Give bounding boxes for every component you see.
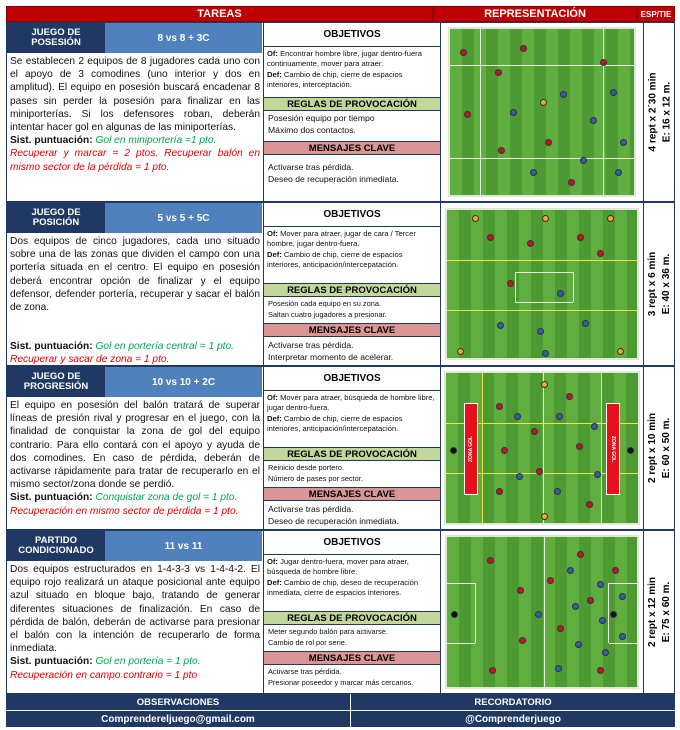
- red-player: [600, 59, 607, 66]
- blue-player: [557, 290, 564, 297]
- blue-player: [590, 117, 597, 124]
- scoring-green: Gol en portería = 1 pto.: [95, 656, 201, 668]
- red-player: [577, 234, 584, 241]
- observaciones-header: OBSERVACIONES: [6, 694, 350, 710]
- red-player: [547, 577, 554, 584]
- blue-player: [615, 169, 622, 176]
- blue-player: [610, 89, 617, 96]
- blue-player: [602, 649, 609, 656]
- rules-title: REGLAS DE PROVOCACIÓN: [264, 283, 440, 297]
- blue-player: [572, 603, 579, 610]
- goal-zone-right: [606, 403, 620, 495]
- scoring-label: Sist. puntuación:: [10, 656, 93, 668]
- scoring-label: Sist. puntuación:: [10, 492, 93, 504]
- red-player: [531, 428, 538, 435]
- joker-player: [541, 381, 548, 388]
- message-item: Activarse tras pérdida.: [268, 340, 354, 350]
- joker-player: [617, 348, 624, 355]
- message-item: Deseo de recuperación inmediata.: [268, 174, 399, 184]
- repetitions: 2 rept x 12 min: [647, 576, 658, 648]
- task-format: 10 vs 10 + 2C: [105, 367, 262, 397]
- scoring-red: Recuperar y sacar de zona = 1 pto.: [10, 354, 170, 366]
- blue-player: [580, 157, 587, 164]
- of-label: Of:: [267, 49, 278, 58]
- red-player: [496, 403, 503, 410]
- blue-player: [537, 328, 544, 335]
- task-name: JUEGO DE POSESIÓN: [7, 23, 105, 53]
- key-messages-title: MENSAJES CLAVE: [264, 487, 440, 501]
- goal-zone-left: [464, 403, 478, 495]
- blue-player: [554, 488, 561, 495]
- message-item: Activarse tras pérdida.: [268, 504, 354, 514]
- red-player: [487, 557, 494, 564]
- red-player: [489, 667, 496, 674]
- red-player: [527, 240, 534, 247]
- blue-player: [555, 665, 562, 672]
- key-messages-title: MENSAJES CLAVE: [264, 651, 440, 665]
- space: E: 75 x 60 m.: [661, 581, 672, 643]
- pitch-field: [444, 371, 640, 525]
- scoring-label: Sist. puntuación:: [10, 135, 93, 147]
- description-text: Dos equipos de cinco jugadores, cada uno situado sobre una de las zonas que dividen el campo con una portería situada en el centro. El equipo en posesión deberá encontrar opción de finalizar y el equipo defensor, defender portería, recuperar y sacar el balón de zona.: [10, 236, 260, 314]
- def-label: Def:: [267, 249, 282, 259]
- rules-list: [264, 297, 440, 323]
- message-item: Presionar poseedor y marcar más cercanos.: [268, 677, 414, 687]
- objectives-text: [264, 227, 440, 283]
- blue-player: [514, 413, 521, 420]
- red-player: [487, 234, 494, 241]
- red-player: [587, 597, 594, 604]
- of-text: Mover para atraer, jugar de cara / Tercer hombre, jugar dentro-fuera.: [267, 229, 416, 249]
- blue-player: [597, 581, 604, 588]
- task-description: [10, 235, 260, 367]
- rule-item: Número de pases por sector.: [268, 473, 363, 483]
- red-player: [597, 667, 604, 674]
- recordatorio-header: RECORDATORIO: [350, 694, 675, 710]
- key-messages-title: MENSAJES CLAVE: [264, 141, 440, 155]
- joker-player: [540, 99, 547, 106]
- blue-player: [497, 322, 504, 329]
- representacion-header: REPRESENTACIÓN: [433, 6, 637, 22]
- blue-player: [567, 567, 574, 574]
- red-player: [577, 551, 584, 558]
- task-row-1: [6, 22, 675, 202]
- blue-player: [530, 169, 537, 176]
- contact-email[interactable]: Comprendereljuego@gmail.com: [6, 710, 350, 727]
- objectives-panel: [263, 203, 440, 365]
- key-messages-list: [264, 501, 440, 528]
- scoring-red: Recuperación en mismo sector de pérdida = 1 pto.: [10, 505, 239, 517]
- scoring-green: Conquistar zona de gol = 1 pto.: [95, 492, 238, 504]
- task-format: 5 vs 5 + 5C: [105, 203, 262, 233]
- joker-player: [607, 215, 614, 222]
- task-name: JUEGO DE PROGRESIÓN: [7, 367, 105, 397]
- task-format: 11 vs 11: [105, 531, 262, 561]
- red-player: [536, 468, 543, 475]
- blue-player: [556, 413, 563, 420]
- red-player: [501, 447, 508, 454]
- objectives-text: [264, 391, 440, 447]
- scoring-red: Recuperación en campo contrario = 1 pto: [10, 669, 198, 681]
- task-row-3: [6, 366, 675, 530]
- space-time: [644, 23, 676, 201]
- task-row-2: [6, 202, 675, 366]
- red-player: [496, 488, 503, 495]
- repetitions: 2 rept x 10 min: [647, 412, 658, 484]
- objectives-title: OBJETIVOS: [264, 203, 440, 227]
- red-player: [519, 637, 526, 644]
- social-handle[interactable]: @Comprenderjuego: [350, 710, 675, 727]
- message-item: Deseo de recuperación inmediata.: [268, 516, 399, 526]
- space-time-text: [646, 73, 674, 152]
- goal-zone-label: ZONA GOL: [610, 435, 617, 463]
- red-player: [498, 147, 505, 154]
- rule-item: Cambio de rol por serie.: [268, 637, 347, 647]
- blue-player: [575, 641, 582, 648]
- objectives-title: OBJETIVOS: [264, 531, 440, 555]
- red-player: [597, 250, 604, 257]
- space-time-text: [646, 577, 674, 647]
- key-messages-title: MENSAJES CLAVE: [264, 323, 440, 337]
- pitch-diagram: [440, 23, 644, 201]
- def-label: Def:: [267, 413, 282, 423]
- task-description: [10, 399, 260, 518]
- esp-tie-header: ESP/TIE: [637, 6, 675, 22]
- blue-player: [619, 593, 626, 600]
- blue-player: [594, 471, 601, 478]
- red-player: [557, 625, 564, 632]
- red-player: [612, 567, 619, 574]
- rules-list: [264, 625, 440, 651]
- rule-item: Posesión cada equipo en su zona.: [268, 299, 381, 308]
- scoring-red: Recuperar y marcar = 2 ptos. Recuperar balón en mismo sector de la pérdida = 1 pto.: [10, 148, 260, 173]
- rule-item: Máximo dos contactos.: [268, 125, 356, 135]
- blue-player: [619, 633, 626, 640]
- rules-list: [264, 111, 440, 141]
- blue-player: [582, 320, 589, 327]
- space: E: 60 x 50 m.: [661, 417, 672, 479]
- def-text: Cambio de chip, cierre de espacios interiores, anticipación/intercepatación.: [267, 249, 403, 269]
- task-row-4: [6, 530, 675, 694]
- description-text: Se establecen 2 equipos de 8 jugadores cada uno con el apoyo de 3 comodines (uno interior y dos en amplitud). El equipo en posesión buscará encadenar 8 pases sin perder la posesión para finalizar en las miniporterías. Si los defensores roban, deberán intentar hacer gol en algunas de las miniporterías.: [10, 56, 260, 134]
- space: E: 16 x 12 m.: [661, 81, 673, 143]
- red-player: [460, 49, 467, 56]
- joker-player: [457, 348, 464, 355]
- red-player: [566, 393, 573, 400]
- red-player: [507, 280, 514, 287]
- objectives-title: OBJETIVOS: [264, 23, 440, 47]
- rules-list: [264, 461, 440, 487]
- rule-item: Saltan cuatro jugadores a presionar.: [268, 309, 387, 319]
- key-messages-list: [264, 337, 440, 364]
- red-player: [464, 111, 471, 118]
- goalkeeper: [450, 447, 457, 454]
- of-text: Mover para atraer, búsqueda de hombre libre, jugar dentro-fuera.: [267, 393, 435, 413]
- repetitions: 4 rept x 2´30 min: [647, 72, 659, 152]
- scoring-label: Sist. puntuación:: [10, 341, 93, 353]
- message-item: Activarse tras pérdida.: [268, 162, 354, 172]
- space-time: [644, 531, 676, 693]
- space-time: [644, 203, 676, 365]
- key-messages-list: [264, 155, 440, 186]
- key-messages-list: [264, 665, 440, 689]
- red-player: [568, 179, 575, 186]
- def-text: Cambio de chip, deseo de recuperación inmediata, cierre de espacios interiores.: [267, 577, 419, 597]
- task-format: 8 vs 8 + 3C: [105, 23, 262, 53]
- blue-player: [620, 139, 627, 146]
- red-player: [586, 501, 593, 508]
- rule-item: Reinicio desde portero.: [268, 463, 345, 472]
- pitch-diagram: [440, 531, 644, 693]
- task-name: JUEGO DE POSICIÓN: [7, 203, 105, 233]
- goalkeeper: [451, 611, 458, 618]
- pitch-diagram: [440, 203, 644, 365]
- repetitions: 3 rept x 6 min: [647, 251, 658, 317]
- blue-player: [542, 350, 549, 357]
- red-player: [545, 139, 552, 146]
- task-description: [10, 55, 260, 174]
- of-label: Of:: [267, 229, 278, 238]
- blue-player: [535, 611, 542, 618]
- pitch-diagram: [440, 367, 644, 529]
- tareas-header: TAREAS: [6, 6, 433, 22]
- goalkeeper: [610, 611, 617, 618]
- blue-player: [516, 473, 523, 480]
- scoring-green: Gol en miniportería =1 pto.: [95, 135, 217, 147]
- objectives-panel: [263, 23, 440, 201]
- joker-player: [541, 513, 548, 520]
- blue-player: [510, 109, 517, 116]
- rule-item: Meter segundo balón para activarse.: [268, 627, 388, 636]
- rules-title: REGLAS DE PROVOCACIÓN: [264, 611, 440, 625]
- blue-player: [599, 617, 606, 624]
- of-label: Of:: [267, 557, 278, 566]
- of-text: Jugar dentro-fuera, mover para atraer, búsqueda de hombre libre.: [267, 557, 409, 577]
- pitch-field: [445, 208, 639, 360]
- scoring-green: Gol en portería central = 1 pto.: [95, 341, 234, 353]
- pitch-field: [448, 27, 636, 197]
- task-description: [10, 563, 260, 682]
- red-player: [520, 45, 527, 52]
- of-label: Of:: [267, 393, 278, 402]
- def-text: Cambio de chip, cierre de espacios interiores, interceptación.: [267, 69, 403, 89]
- pitch-field: [445, 535, 639, 689]
- objectives-text: [264, 555, 440, 611]
- space-time-text: [646, 413, 674, 483]
- objectives-title: OBJETIVOS: [264, 367, 440, 391]
- objectives-panel: [263, 367, 440, 529]
- of-text: Encontrar hombre libre, jugar dentro-fuera continuamente, mover para atraer.: [267, 49, 422, 69]
- rule-item: Posesión equipo por tiempo: [268, 113, 375, 123]
- space-time-text: [646, 252, 674, 316]
- red-player: [576, 443, 583, 450]
- task-name: PARTIDO CONDICIONADO: [7, 531, 105, 561]
- rules-title: REGLAS DE PROVOCACIÓN: [264, 97, 440, 111]
- def-text: Cambio de chip, cierre de espacios interiores, anticipación/intercepatación.: [267, 413, 403, 433]
- blue-player: [560, 91, 567, 98]
- space: E: 40 x 36 m.: [661, 253, 672, 315]
- def-label: Def:: [267, 69, 282, 79]
- blue-player: [591, 423, 598, 430]
- space-time: [644, 367, 676, 529]
- description-text: El equipo en posesión del balón tratará de superar líneas de presión rival y progresar en el juego, con la finalidad de conquistar la zona de gol del equipo contrario. Para ello contará con el apoyo y ayuda de dos comodines. En caso de pérdida, deberán de activarse rápidamente para tratar de recuperarlo en el mismo sector/zona donde se perdió.: [10, 400, 260, 491]
- message-item: Interpretar momento de acelerar.: [268, 352, 394, 362]
- objectives-panel: [263, 531, 440, 693]
- description-text: Dos equipos estructurados en 1-4-3-3 vs 1-4-4-2. El equipo rojo realizará un ataque posicional ante equipo azul situado en bloque bajo, tratando de generar diferentes situaciones de finalización. En caso de pérdida de balón, deberán de activarse para presionar el balón con la intención de recuperarlo de forma inmediata.: [10, 564, 260, 655]
- goal-zone-label: ZONA GOL: [468, 435, 475, 463]
- joker-player: [542, 215, 549, 222]
- goalkeeper: [627, 447, 634, 454]
- red-player: [495, 69, 502, 76]
- objectives-text: [264, 47, 440, 97]
- joker-player: [472, 215, 479, 222]
- rules-title: REGLAS DE PROVOCACIÓN: [264, 447, 440, 461]
- red-player: [517, 587, 524, 594]
- def-label: Def:: [267, 577, 282, 587]
- message-item: Activarse tras pérdida.: [268, 667, 342, 676]
